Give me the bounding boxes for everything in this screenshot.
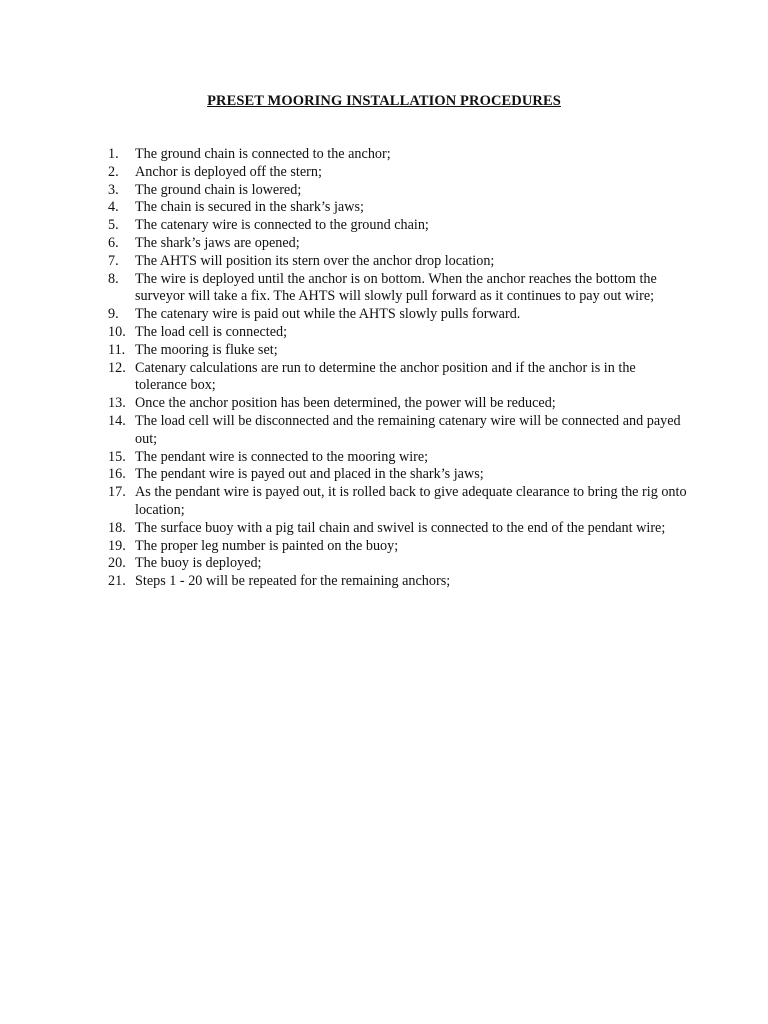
step-number: 6. bbox=[108, 234, 119, 251]
step-number: 9. bbox=[108, 306, 119, 323]
step-text: The wire is deployed until the anchor is on bottom. When the anchor reaches the bottom the surveyor will take a fix. The AHTS will slowly pull forward as it continues to pay out wire; bbox=[135, 270, 657, 305]
procedure-step bbox=[100, 395, 690, 413]
step-number: 20. bbox=[108, 555, 126, 572]
procedure-step bbox=[100, 520, 690, 538]
step-text: The surface buoy with a pig tail chain and swivel is connected to the end of the pendant wire; bbox=[135, 519, 666, 536]
step-text: The buoy is deployed; bbox=[135, 555, 262, 572]
step-number: 3. bbox=[108, 181, 119, 198]
step-text: The AHTS will position its stern over the anchor drop location; bbox=[135, 252, 495, 269]
step-text: The proper leg number is painted on the buoy; bbox=[135, 537, 399, 554]
procedure-step bbox=[100, 324, 690, 342]
step-text: The catenary wire is connected to the ground chain; bbox=[135, 217, 429, 234]
procedure-step bbox=[100, 538, 690, 556]
step-number: 19. bbox=[108, 537, 126, 554]
step-text: The shark’s jaws are opened; bbox=[135, 234, 300, 251]
procedure-step bbox=[100, 360, 690, 396]
step-number: 16. bbox=[108, 466, 126, 483]
procedure-step bbox=[100, 253, 690, 271]
procedure-step-list bbox=[100, 146, 690, 591]
step-text: The chain is secured in the shark’s jaws; bbox=[135, 199, 364, 216]
step-number: 5. bbox=[108, 217, 119, 234]
step-number: 12. bbox=[108, 359, 126, 376]
procedure-step bbox=[100, 271, 690, 307]
procedure-step bbox=[100, 235, 690, 253]
procedure-step bbox=[100, 199, 690, 217]
procedure-step bbox=[100, 449, 690, 467]
procedure-step bbox=[100, 466, 690, 484]
step-number: 14. bbox=[108, 412, 126, 429]
procedure-step bbox=[100, 573, 690, 591]
procedure-step bbox=[100, 217, 690, 235]
step-text: Once the anchor position has been determined, the power will be reduced; bbox=[135, 395, 556, 412]
step-text: The ground chain is connected to the anchor; bbox=[135, 146, 391, 162]
step-number: 10. bbox=[108, 323, 126, 340]
procedure-step bbox=[100, 306, 690, 324]
step-text: The catenary wire is paid out while the AHTS slowly pulls forward. bbox=[135, 306, 521, 323]
step-number: 13. bbox=[108, 395, 126, 412]
procedure-step bbox=[100, 164, 690, 182]
step-number: 21. bbox=[108, 573, 126, 590]
step-text: Anchor is deployed off the stern; bbox=[135, 163, 322, 180]
step-number: 11. bbox=[108, 341, 126, 358]
procedure-step bbox=[100, 484, 690, 520]
step-number: 8. bbox=[108, 270, 119, 287]
procedure-step bbox=[100, 342, 690, 360]
step-number: 15. bbox=[108, 448, 126, 465]
step-text: The ground chain is lowered; bbox=[135, 181, 302, 198]
step-text: The pendant wire is connected to the mooring wire; bbox=[135, 448, 429, 465]
step-number: 2. bbox=[108, 163, 119, 180]
procedure-step bbox=[100, 182, 690, 200]
step-text: The load cell is connected; bbox=[135, 323, 288, 340]
step-number: 7. bbox=[108, 252, 119, 269]
step-number: 17. bbox=[108, 484, 126, 501]
step-text: As the pendant wire is payed out, it is rolled back to give adequate clearance to bring the rig onto location; bbox=[135, 484, 687, 518]
step-number: 18. bbox=[108, 519, 126, 536]
step-text: The pendant wire is payed out and placed in the shark’s jaws; bbox=[135, 466, 484, 483]
step-text: Steps 1 - 20 will be repeated for the remaining anchors; bbox=[135, 573, 451, 590]
step-text: Catenary calculations are run to determine the anchor position and if the anchor is in the tolerance box; bbox=[135, 359, 636, 394]
procedure-step bbox=[100, 555, 690, 573]
step-text: The mooring is fluke set; bbox=[135, 341, 278, 358]
procedure-step bbox=[100, 413, 690, 449]
procedure-step bbox=[100, 146, 690, 164]
page-title: PRESET MOORING INSTALLATION PROCEDURES bbox=[207, 93, 561, 109]
step-number: 4. bbox=[108, 199, 119, 216]
step-number: 1. bbox=[108, 146, 119, 162]
step-text: The load cell will be disconnected and the remaining catenary wire will be connected and payed out; bbox=[135, 412, 681, 447]
